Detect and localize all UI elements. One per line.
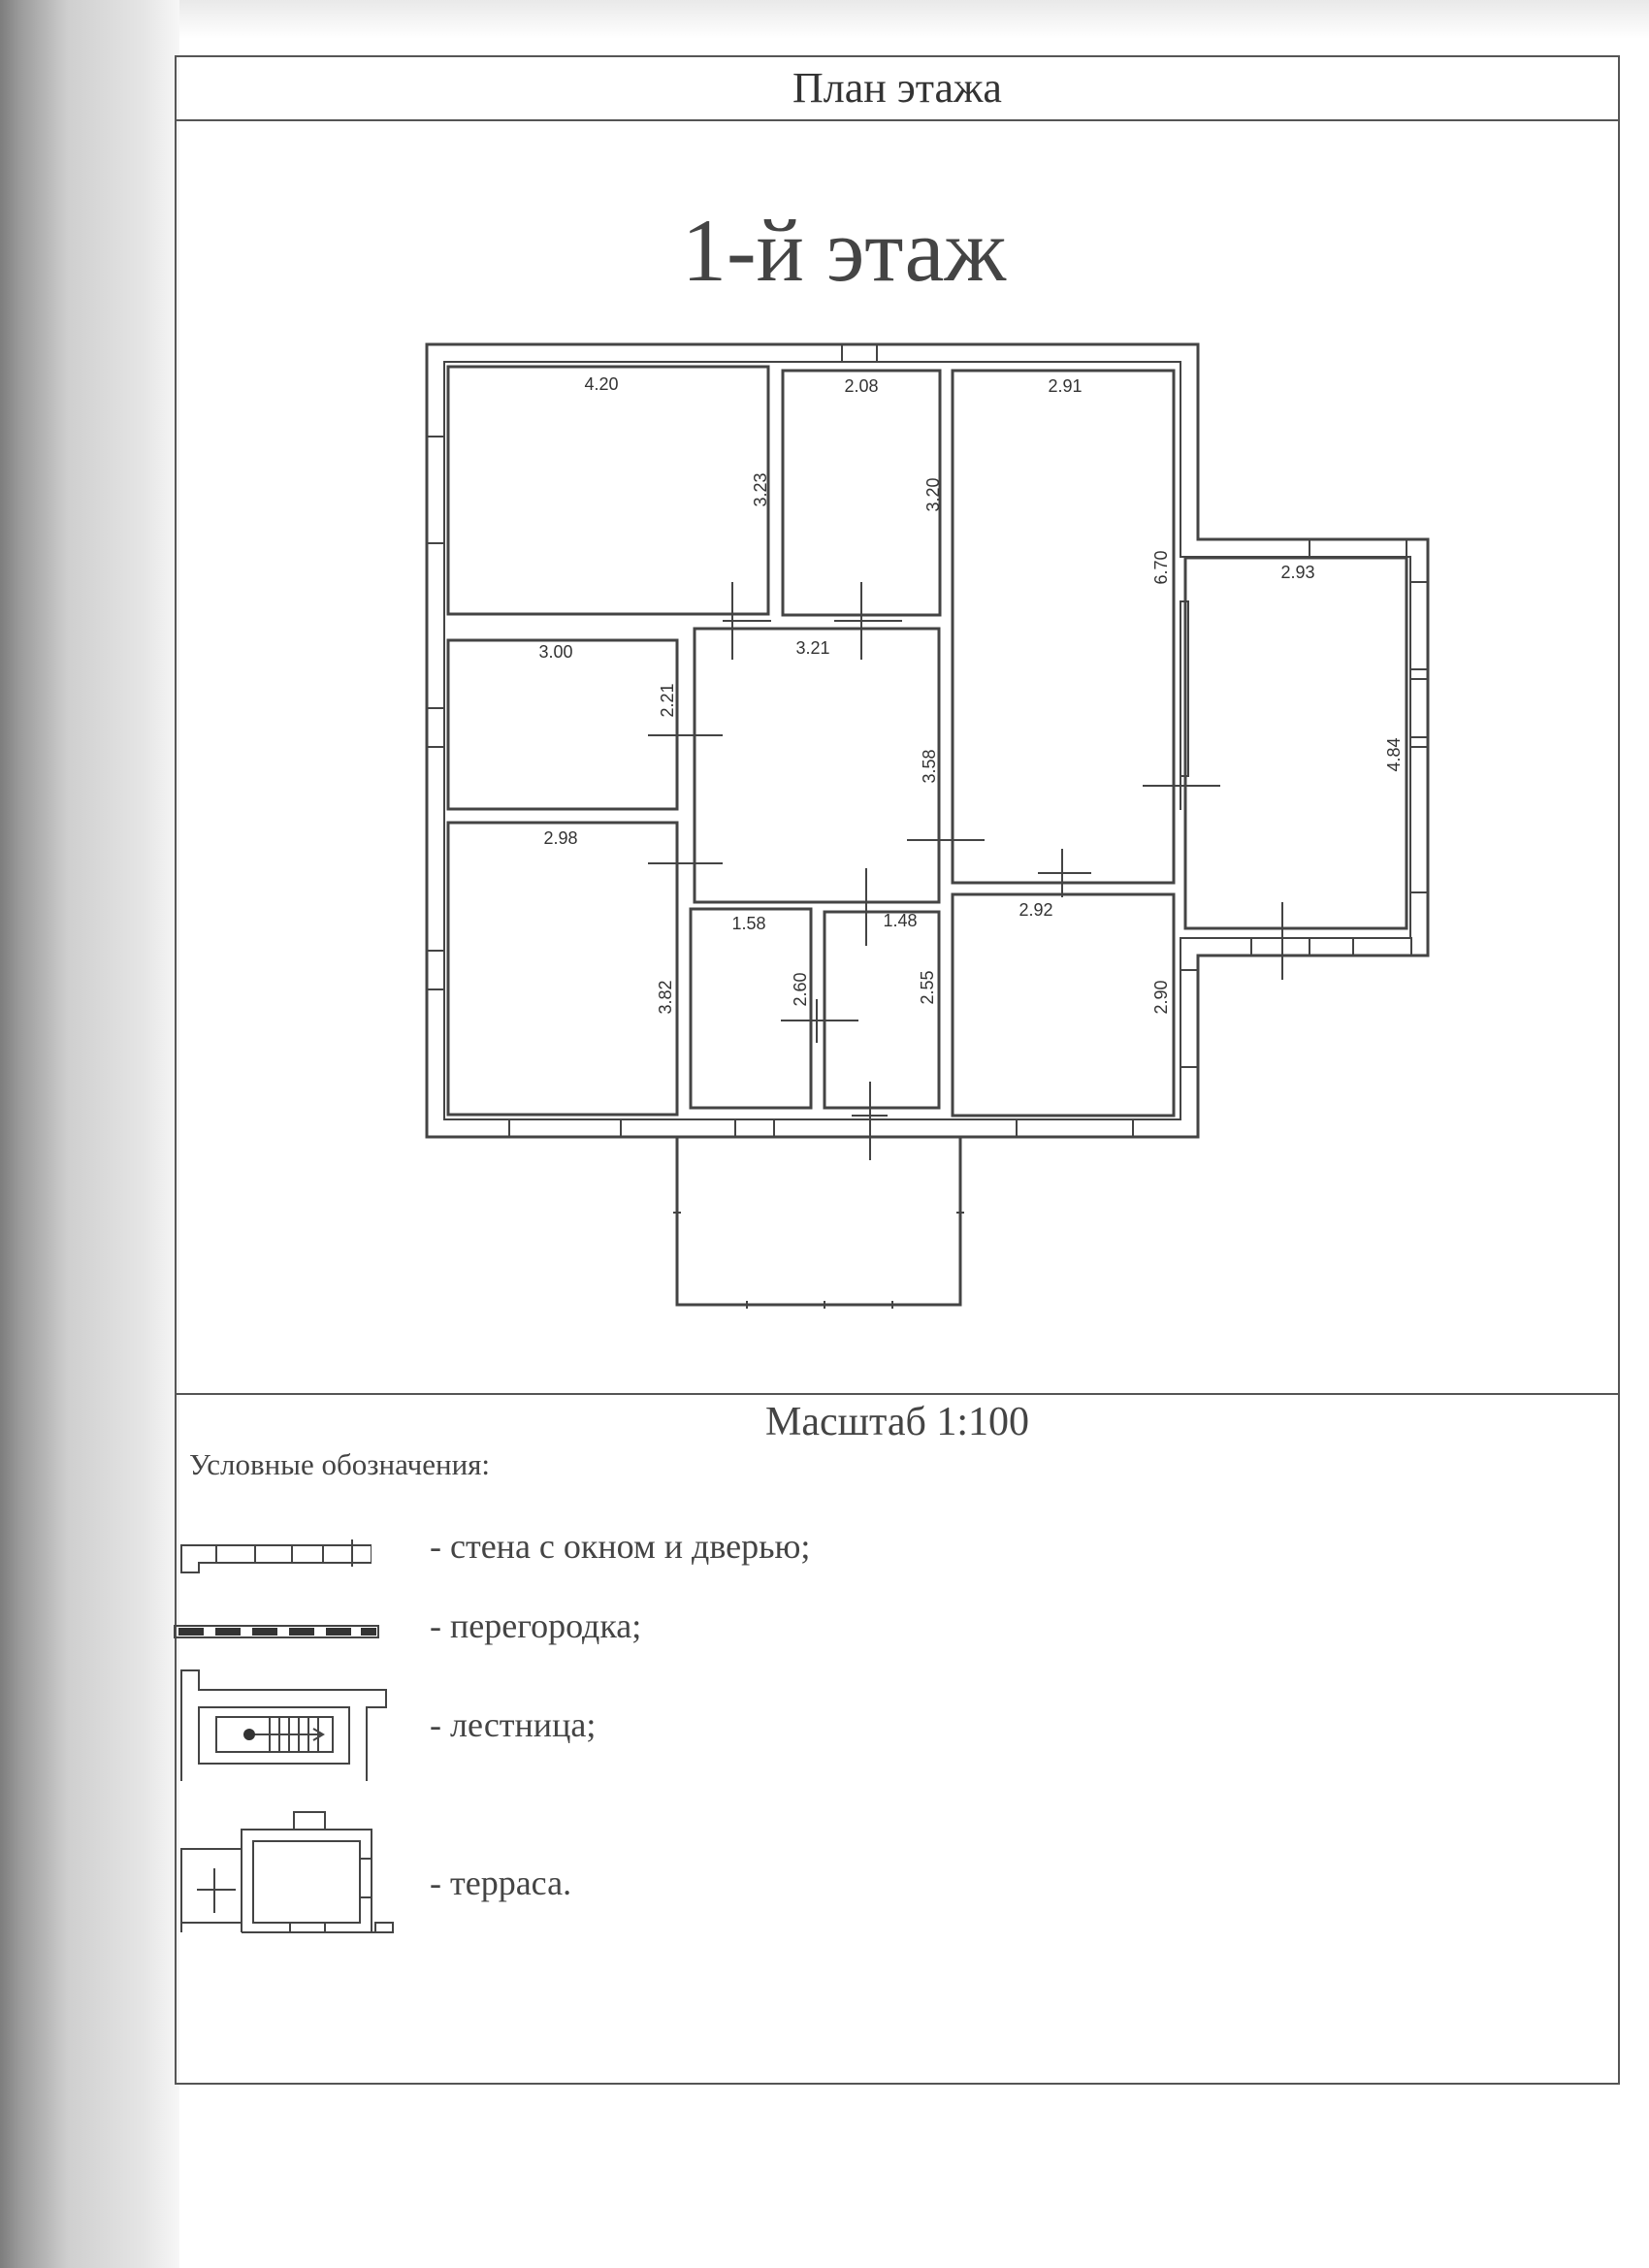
room-bottom-left xyxy=(448,823,677,1115)
wall-window-door-legend-icon xyxy=(178,1538,372,1576)
staircase-legend-icon xyxy=(178,1669,391,1785)
dim-h-room-extension: 4.84 xyxy=(1384,737,1404,772)
room-bottom-right xyxy=(953,894,1174,1116)
doors xyxy=(648,582,1305,1160)
room-top-middle xyxy=(783,371,940,615)
dim-w-room-bottom-right: 2.92 xyxy=(1018,900,1053,920)
header-title: План этажа xyxy=(792,63,1002,112)
windows xyxy=(427,344,1428,1137)
legend-staircase-label: - лестница; xyxy=(430,1705,597,1744)
room-small-2 xyxy=(824,912,939,1108)
dim-w-room-middle-left: 3.00 xyxy=(538,642,573,662)
room-middle-left xyxy=(448,640,677,809)
dim-h-room-bottom-right: 2.90 xyxy=(1151,980,1171,1015)
scale-row xyxy=(175,1393,1620,1445)
dim-h-room-hall: 3.58 xyxy=(920,749,939,784)
dim-h-room-middle-left: 2.21 xyxy=(658,683,677,718)
dim-w-room-extension: 2.93 xyxy=(1280,563,1315,582)
room-hall xyxy=(695,629,939,902)
dim-h-room-top-middle: 3.20 xyxy=(923,477,943,512)
room-top-right-long xyxy=(953,371,1174,883)
room-extension xyxy=(1185,558,1406,928)
terrace-post xyxy=(673,1213,964,1309)
terrace xyxy=(677,1137,960,1305)
legend-title: Условные обозначения: xyxy=(189,1447,491,1481)
room-small-1 xyxy=(691,909,811,1108)
scale-label: Масштаб 1:100 xyxy=(764,1400,1029,1444)
dim-h-room-small-2: 2.55 xyxy=(918,970,937,1005)
dim-w-room-small-2: 1.48 xyxy=(883,911,918,930)
dim-w-room-small-1: 1.58 xyxy=(731,914,766,933)
dim-h-room-top-left: 3.23 xyxy=(751,472,770,507)
dim-h-room-bottom-left: 3.82 xyxy=(656,980,675,1015)
dim-w-room-top-right-long: 2.91 xyxy=(1048,376,1083,396)
legend-wall-label: - стена с окном и дверью; xyxy=(430,1527,811,1566)
outer-wall xyxy=(427,344,1428,1137)
dim-w-room-hall: 3.21 xyxy=(795,638,830,658)
legend-terrace-label: - терраса. xyxy=(430,1863,572,1902)
dim-h-room-top-right-long: 6.70 xyxy=(1151,550,1171,585)
dim-w-room-bottom-left: 2.98 xyxy=(543,828,578,848)
dim-w-room-top-middle: 2.08 xyxy=(844,376,879,396)
floor-title: 1-й этаж xyxy=(681,201,1007,300)
terrace-legend-icon xyxy=(178,1810,396,1936)
legend-partition-label: - перегородка; xyxy=(430,1606,642,1645)
dim-h-room-small-1: 2.60 xyxy=(791,972,810,1007)
dim-w-room-top-left: 4.20 xyxy=(584,374,619,394)
outer-wall-inner xyxy=(444,362,1410,1119)
partition-legend-icon xyxy=(173,1622,381,1641)
room-top-left xyxy=(448,367,768,614)
